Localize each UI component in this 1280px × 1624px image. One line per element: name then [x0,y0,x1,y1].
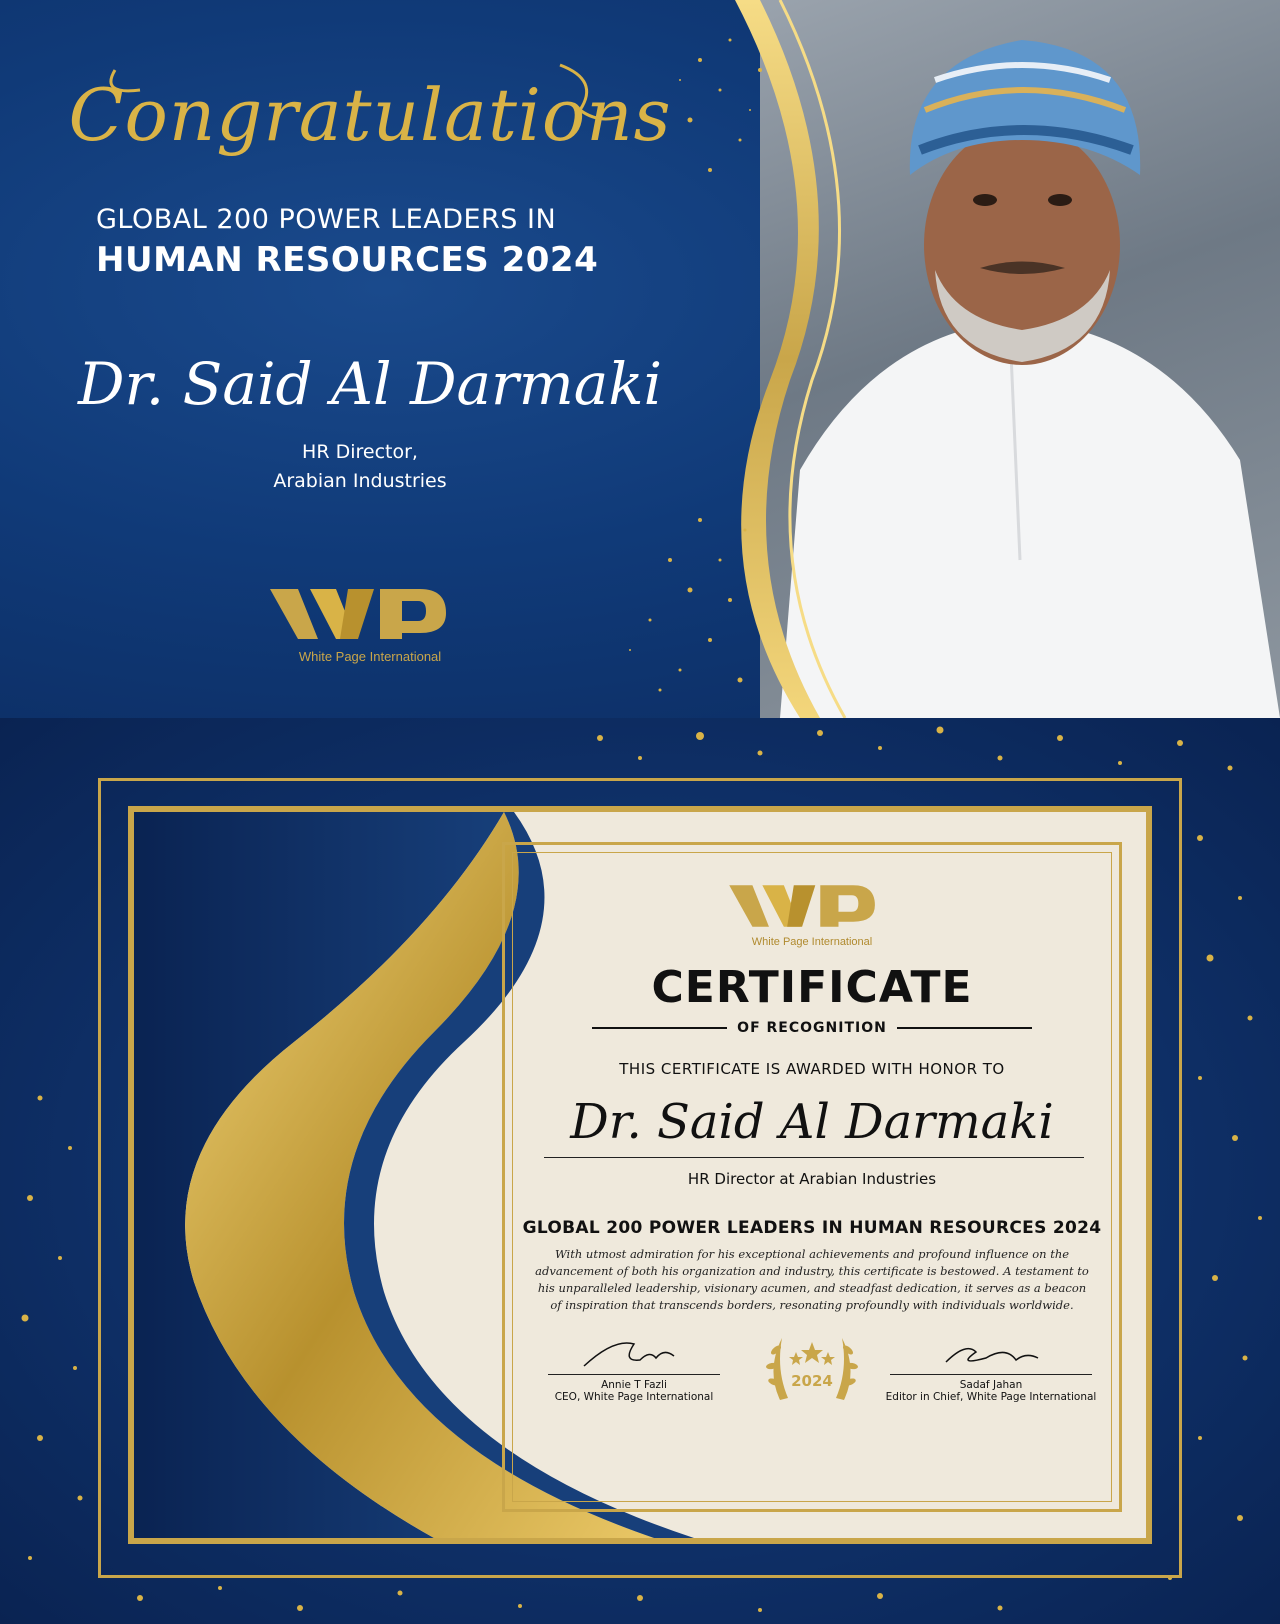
signature-line [890,1374,1092,1375]
wpi-logo-caption: White Page International [751,936,873,948]
certificate-section [0,718,1280,1624]
honoree-name: Dr. Said Al Darmaki [77,350,663,418]
recipient-name: Dr. Said Al Darmaki [570,1094,1054,1150]
award-title: GLOBAL 200 POWER LEADERS IN HUMAN RESOURCES 2024 [522,1218,1102,1238]
certificate-subheading-row [592,1018,1032,1038]
certificate-card [128,806,1152,1544]
signatory-name: Sadaf Jahan [959,1379,1023,1391]
congratulations-banner [0,0,1280,718]
awarded-to-line: THIS CERTIFICATE IS AWARDED WITH HONOR TO [619,1060,1005,1078]
wpi-logo [270,585,470,664]
wpi-logo-certificate [724,882,900,948]
honoree-company: Arabian Industries [273,470,447,492]
award-title-line2: HUMAN RESOURCES 2024 [96,240,599,280]
certificate-heading: CERTIFICATE [651,962,973,1013]
signatory-title: CEO, White Page International [554,1391,714,1403]
honoree-role [160,438,560,496]
signature-line [548,1374,720,1375]
signature-ceo-icon [574,1332,694,1372]
wpi-logo-icon [724,882,900,930]
certificate-subheading: OF RECOGNITION [737,1020,887,1036]
signature-editor-icon [926,1332,1056,1372]
signatory-title: Editor in Chief, White Page International [885,1391,1097,1403]
signatory-name: Annie T Fazli [601,1379,667,1391]
certificate-description: With utmost admiration for his exceptional achievements and profound influence on the advancement of both his organization and industry, this certificate is bestowed. A testament to his unparalleled leadership, visionary acumen, and steadfast dedication, it serves as a beacon of inspiration that transcends borders, resonating profoundly with individuals worldwide. [535,1247,1089,1312]
seal-year: 2024 [791,1372,833,1390]
signature-block-editor [876,1332,1106,1403]
wpi-logo-icon [270,585,470,643]
recipient-underline [544,1157,1084,1158]
recipient-role: HR Director at Arabian Industries [687,1170,937,1188]
divider-right [897,1027,1032,1029]
divider-left [592,1027,727,1029]
congratulations-heading: Congratulations [68,73,672,157]
award-seal [760,1320,864,1410]
award-title-line1: GLOBAL 200 POWER LEADERS IN [96,204,557,235]
laurel-wreath-icon [760,1320,864,1410]
certificate-content [504,812,1120,1538]
signature-block-ceo [534,1332,734,1403]
honoree-title: HR Director, [302,441,418,463]
wpi-logo-caption: White Page International [298,649,442,664]
